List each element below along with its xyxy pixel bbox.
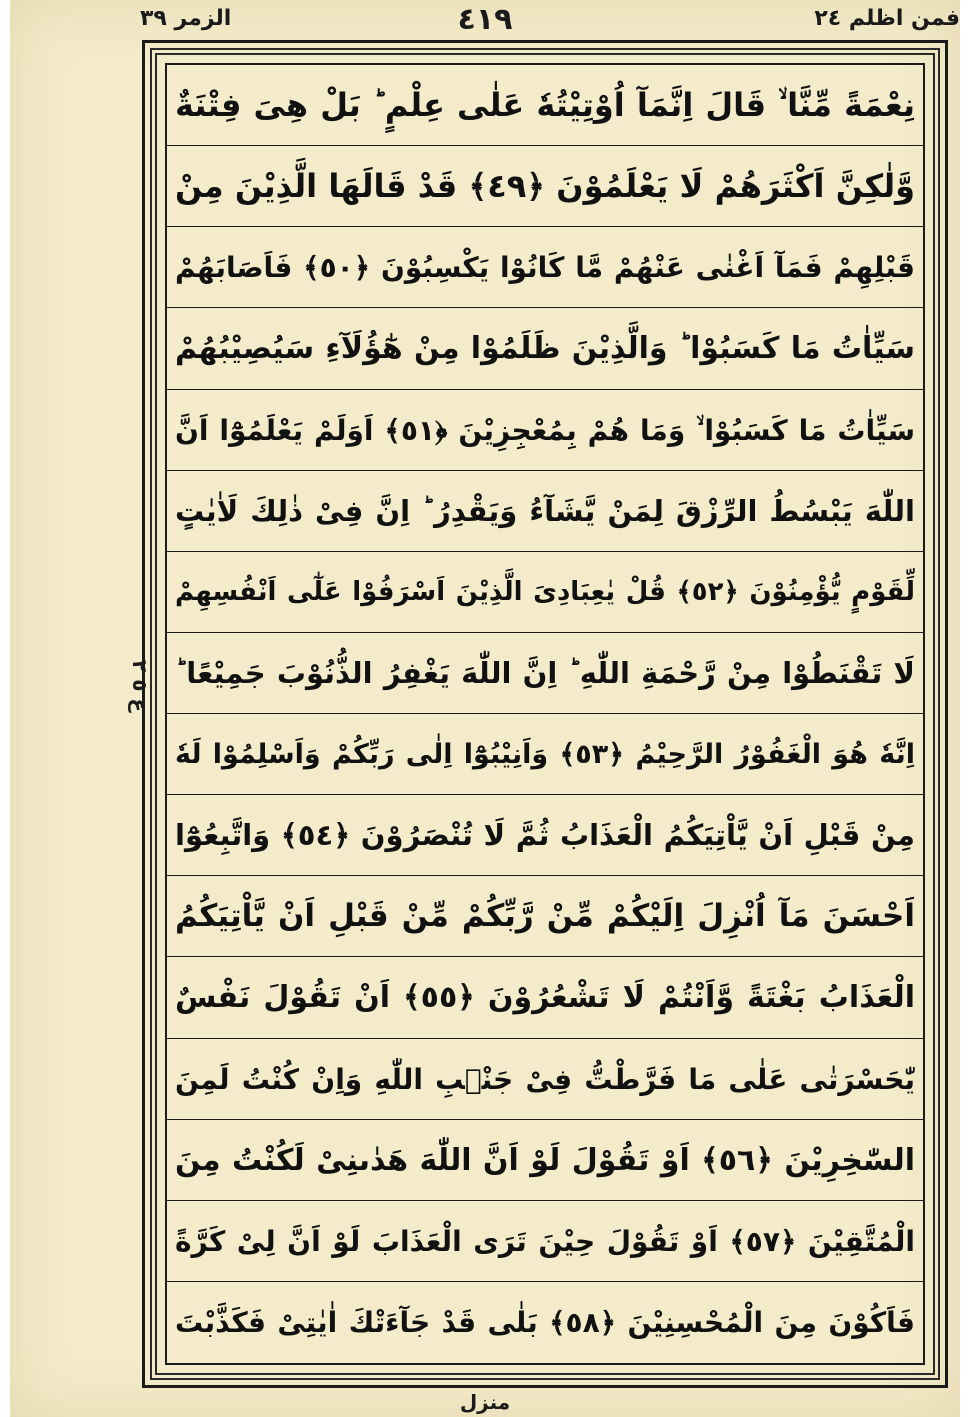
- text-line: مِنْ قَبْلِ اَنْ يَّاْتِيَكُمُ الْعَذَابُ ثُمَّ لَا تُنْصَرُوْنَ ﴿٥٤﴾ وَاتَّبِعُوْٓا: [167, 795, 923, 876]
- text-line: الْمُتَّقِيْنَ ﴿٥٧﴾ اَوْ تَقُوْلَ حِيْنَ تَرَى الْعَذَابَ لَوْ اَنَّ لِىْ كَرَّةً: [167, 1201, 923, 1282]
- manzil-footer: منزل: [459, 1390, 511, 1414]
- text-line: فَاَكُوْنَ مِنَ الْمُحْسِنِيْنَ ﴿٥٨﴾ بَلٰى قَدْ جَآءَتْكَ اٰيٰتِىْ فَكَذَّبْتَ: [175, 1305, 915, 1339]
- text-line: اَحْسَنَ مَآ اُنْزِلَ اِلَيْكُمْ مِّنْ رَّبِّكُمْ مِّنْ قَبْلِ اَنْ يَّاْتِيَكُمُ: [167, 876, 923, 957]
- text-line: وَّلٰكِنَّ اَكْثَرَهُمْ لَا يَعْلَمُوْنَ ﴿٤٩﴾ قَدْ قَالَهَا الَّذِيْنَ مِنْ: [167, 146, 923, 227]
- juz-name: فمن اظلم ٢٤: [814, 6, 960, 31]
- text-line: سَيِّاٰتُ مَا كَسَبُوْا ؕ وَالَّذِيْنَ ظَلَمُوْا مِنْ هٰٓؤُلَآءِ سَيُصِيْبُهُمْ: [167, 308, 923, 389]
- surah-name: الزمر ٣٩: [140, 6, 232, 31]
- text-line: نِعْمَةً مِّنَّا ۙ قَالَ اِنَّمَآ اُوْتِيْتُهٗ عَلٰى عِلْمٍ ؕ بَلْ هِىَ فِتْنَةٌ: [167, 65, 923, 146]
- text-line: يّٰحَسْرَتٰى عَلٰى مَا فَرَّطْتُّ فِىْ جَنْۢبِ اللّٰهِ وَاِنْ كُنْتُ لَمِنَ: [167, 1039, 923, 1120]
- text-line: اللّٰهَ يَبْسُطُ الرِّزْقَ لِمَنْ يَّشَآءُ وَيَقْدِرُ ؕ اِنَّ فِىْ ذٰلِكَ لَاٰيٰتٍ: [167, 471, 923, 552]
- text-line: سَيِّاٰتُ مَا كَسَبُوْا ۙ وَمَا هُمْ بِمُعْجِزِيْنَ ﴿٥١﴾ اَوَلَمْ يَعْلَمُوْٓا اَنَّ: [167, 390, 923, 471]
- text-line: الْعَذَابُ بَغْتَةً وَّاَنْتُمْ لَا تَشْعُرُوْنَ ﴿٥٥﴾ اَنْ تَقُوْلَ نَفْسٌ: [167, 957, 923, 1038]
- text-line: السّٰخِرِيْنَ ﴿٥٦﴾ اَوْ تَقُوْلَ لَوْ اَنَّ اللّٰهَ هَدٰىنِىْ لَكُنْتُ مِنَ: [167, 1120, 923, 1201]
- text-line: لَا تَقْنَطُوْا مِنْ رَّحْمَةِ اللّٰهِ ؕ اِنَّ اللّٰهَ يَغْفِرُ الذُّنُوْبَ جَمِيْعًا ؕ: [167, 633, 923, 714]
- text-line: قَبْلِهِمْ فَمَآ اَغْنٰى عَنْهُمْ مَّا كَانُوْا يَكْسِبُوْنَ ﴿٥٠﴾ فَاَصَابَهُمْ: [167, 227, 923, 308]
- mushaf-page: [10, 0, 960, 1417]
- page-number: ٤١٩: [457, 2, 513, 37]
- page-header: [10, 0, 960, 42]
- text-lines: [165, 63, 925, 1365]
- text-line: لِّقَوْمٍ يُّؤْمِنُوْنَ ﴿٥٢﴾ قُلْ يٰعِبَادِىَ الَّذِيْنَ اَسْرَفُوْا عَلٰٓى اَنْفُسِهِمْ: [167, 552, 923, 633]
- ruku-marker: ع ٥ ٢: [128, 660, 152, 713]
- text-line: اِنَّهٗ هُوَ الْغَفُوْرُ الرَّحِيْمُ ﴿٥٣﴾ وَاَنِيْبُوْٓا اِلٰى رَبِّكُمْ وَاَسْلِمُوْا لَهٗ: [167, 714, 923, 795]
- text-frame: [142, 40, 948, 1388]
